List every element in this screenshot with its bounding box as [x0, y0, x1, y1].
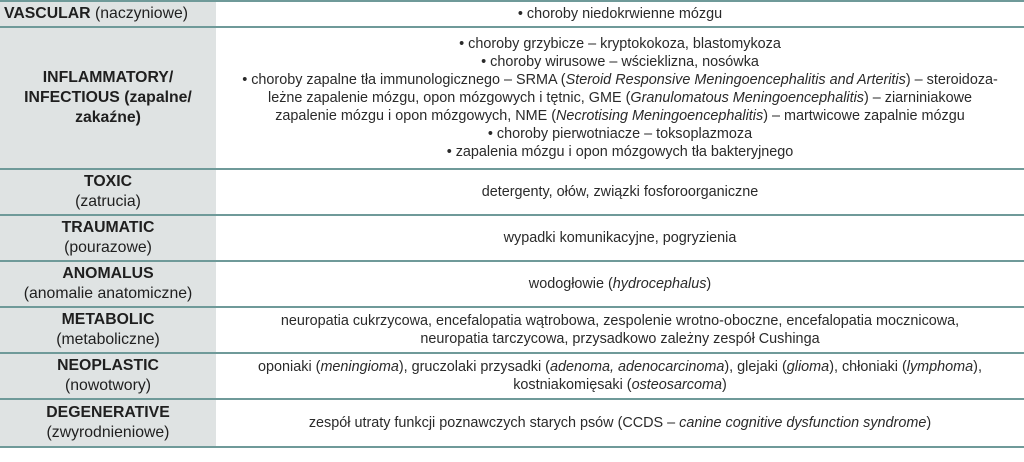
italic-term: Necrotising Meningoencephalitis [556, 108, 764, 124]
table-row-inflammatory [0, 27, 1024, 169]
description-line [222, 376, 1018, 394]
category-label-pl: (zwyrodnieniowe) [46, 424, 170, 441]
text-part: wodogłowie ( [528, 276, 613, 292]
category-label-pl: (anomalie anatomiczne) [23, 285, 193, 302]
description-line: detergenty, ołów, związki fosforoorganiczne [481, 184, 759, 200]
text-part: ), chłoniaki ( [829, 359, 907, 375]
description-line-srma [222, 71, 1018, 89]
category-label: INFLAMMATORY/ [42, 69, 174, 86]
italic-term: lymphoma [906, 359, 974, 375]
category-cell [0, 27, 216, 169]
category-label: TOXIC [84, 173, 132, 190]
category-label: METABOLIC [61, 311, 155, 328]
text-part: oponiaki ( [258, 359, 321, 375]
description-cell [216, 215, 1024, 261]
category-label-pl: (pourazowe) [64, 239, 152, 256]
table-row-traumatic [0, 215, 1024, 261]
description-cell [216, 399, 1024, 447]
text-part: ), gruczolaki przysadki ( [398, 359, 550, 375]
text-part: ) – ziarniniakowe [863, 90, 972, 106]
text-part: zespół utraty funkcji poznawczych starych psów (CCDS – [308, 415, 680, 431]
description-line: • choroby grzybicze – kryptokokoza, blastomykoza [459, 36, 781, 52]
description-line [222, 414, 1018, 432]
description-cell [216, 27, 1024, 169]
category-cell [0, 261, 216, 307]
category-cell [0, 215, 216, 261]
category-label-pl: (naczyniowe) [94, 5, 189, 22]
description-line: neuropatia tarczycowa, przysadkowo zależny zespół Cushinga [420, 331, 820, 347]
description-line [222, 358, 1018, 376]
text-part: ) [706, 276, 712, 292]
category-cell [0, 353, 216, 399]
table-row-neoplastic [0, 353, 1024, 399]
category-cell [0, 169, 216, 215]
category-label: NEOPLASTIC [57, 357, 159, 374]
table-row-degenerative [0, 399, 1024, 447]
italic-term: Steroid Responsive Meningoencephalitis and Arteritis [565, 72, 906, 88]
category-label: VASCULAR [4, 5, 91, 22]
category-label-pl: (zatrucia) [75, 193, 141, 210]
description-line: • zapalenia mózgu i opon mózgowych tła bakteryjnego [446, 144, 794, 160]
category-label-pl: (nowotwory) [64, 377, 152, 394]
table-row-toxic [0, 169, 1024, 215]
category-cell [0, 307, 216, 353]
text-part: ), glejaki ( [724, 359, 787, 375]
text-part: ) [721, 377, 727, 393]
text-part: ), [973, 359, 982, 375]
category-label: DEGENERATIVE [46, 404, 170, 421]
description-cell [216, 261, 1024, 307]
description-cell [216, 169, 1024, 215]
description-line-nme [222, 107, 1018, 125]
table-row-vascular [0, 1, 1024, 27]
description-line: wypadki komunikacyjne, pogryzienia [503, 230, 737, 246]
category-cell [0, 399, 216, 447]
italic-term: glioma [786, 359, 830, 375]
italic-term: Granulomatous Meningoencephalitis [630, 90, 864, 106]
table-row-metabolic [0, 307, 1024, 353]
text-part: • choroby zapalne tła immunologicznego – SRMA ( [242, 72, 566, 88]
italic-term: canine cognitive dysfunction syndrome [679, 415, 927, 431]
text-part: ) – steroidoza- [905, 72, 998, 88]
category-label-2: INFECTIOUS (zapalne/ [24, 89, 192, 106]
description-cell [216, 307, 1024, 353]
description-line: • choroby wirusowe – wścieklizna, nosówka [481, 54, 759, 70]
description-line: • choroby pierwotniacze – toksoplazmoza [487, 126, 753, 142]
category-label-3: zakaźne) [75, 109, 141, 126]
description-cell [216, 353, 1024, 399]
table-row-anomalus [0, 261, 1024, 307]
italic-term: hydrocephalus [612, 276, 707, 292]
italic-term: adenoma, adenocarcinoma [549, 359, 725, 375]
text-part: kostniakomięsaki ( [513, 377, 632, 393]
category-label: ANOMALUS [62, 265, 154, 282]
text-part: zapalenie mózgu i opon mózgowych, NME ( [275, 108, 556, 124]
text-part: leżne zapalenie mózgu, opon mózgowych i tętnic, GME ( [268, 90, 631, 106]
text-part: ) [926, 415, 932, 431]
description-line: neuropatia cukrzycowa, encefalopatia wątrobowa, zespolenie wrotno-oboczne, encefalopatia mocznicowa, [280, 313, 960, 329]
description-line: • choroby niedokrwienne mózgu [517, 6, 723, 22]
description-cell [216, 1, 1024, 27]
italic-term: meningioma [320, 359, 399, 375]
description-line-gme [222, 89, 1018, 107]
category-cell [0, 1, 216, 27]
category-label: TRAUMATIC [61, 219, 155, 236]
italic-term: osteosarcoma [631, 377, 722, 393]
category-label-pl: (metaboliczne) [56, 331, 160, 348]
text-part: ) – martwicowe zapalnie mózgu [763, 108, 965, 124]
description-line [222, 275, 1018, 293]
